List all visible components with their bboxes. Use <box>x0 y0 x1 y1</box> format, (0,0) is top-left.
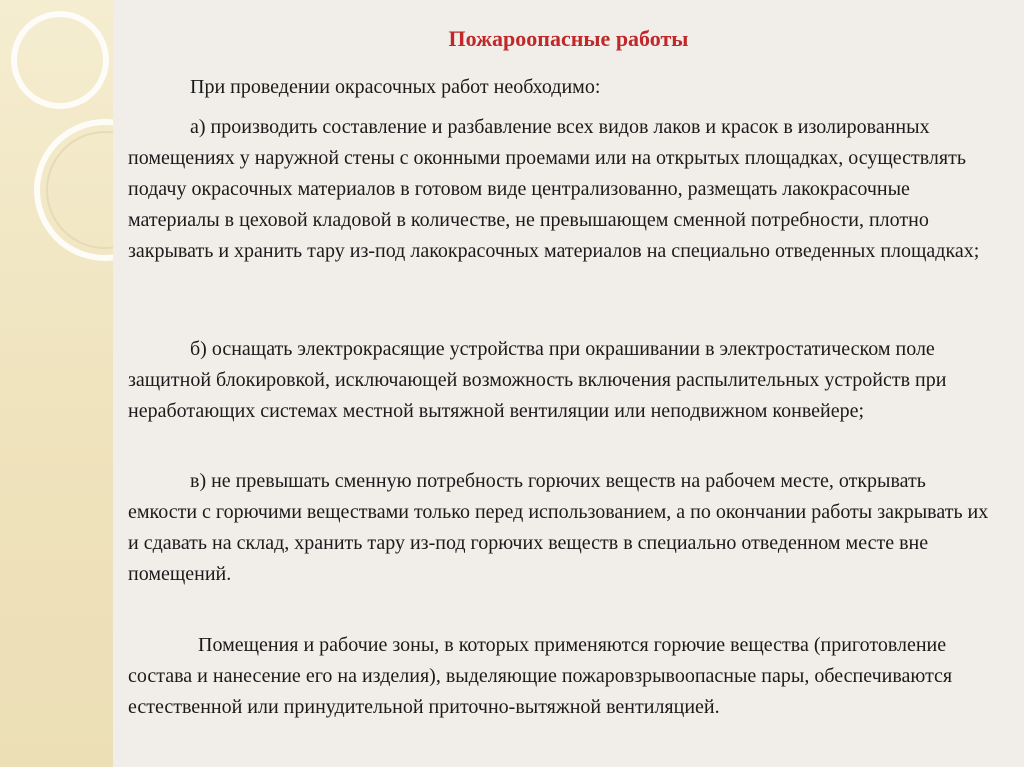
slide-title: Пожароопасные работы <box>448 26 689 51</box>
paragraph-b: б) оснащать электрокрасящие устройства при окрашивании в электростатическом поле защитной блокировкой, исключающей возможность включения распылительных устройств при неработающих системах местной вытяжной вентиляции или неподвижном конвейере; <box>128 338 947 422</box>
decorative-side-panel <box>0 0 114 767</box>
paragraph-ventilation: Помещения и рабочие зоны, в которых применяются горючие вещества (приготовление состава и нанесение его на изделия), выделяющие пожаровзрывоопасные пары, обеспечиваются естественной или принудительной приточно-вытяжной вентиляцией. <box>128 634 953 718</box>
paragraph-a: а) производить составление и разбавление всех видов лаков и красок в изолированных помещениях у наружной стены с оконными проемами или на открытых площадках, осуществлять подачу окрасочных материалов в готовом виде централизованно, размещать лакокрасочные материалы в цеховой кладовой в количестве, не превышающем сменной потребности, плотно закрывать и хранить тару из-под лакокрасочных материалов на специально отведенных площадках; <box>128 116 980 262</box>
intro-paragraph: При проведении окрасочных работ необходимо: <box>190 76 601 98</box>
paragraph-c: в) не превышать сменную потребность горючих веществ на рабочем месте, открывать емкости с горючими веществами только перед использованием, а по окончании работы закрывать их и сдавать на склад, хранить тару из-под горючих веществ в специально отведенном месте вне помещений. <box>128 470 989 585</box>
decorative-rings-icon <box>0 0 113 767</box>
